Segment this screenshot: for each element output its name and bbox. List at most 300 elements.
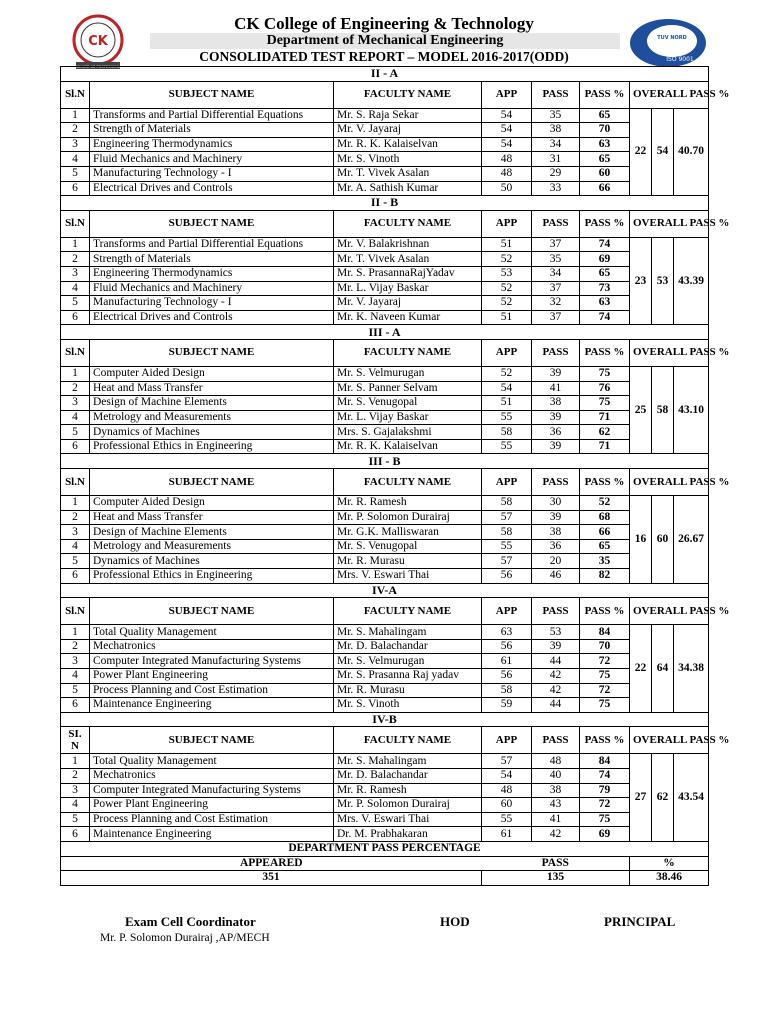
row-sl-no: 3 (61, 783, 90, 798)
row-app: 61 (482, 654, 532, 669)
table-row (61, 108, 709, 123)
row-sl-no: 4 (61, 152, 90, 167)
row-faculty: Mr. V. Jayaraj (334, 123, 482, 138)
overall-pass-pct: 26.67 (674, 496, 709, 584)
table-row (61, 768, 709, 783)
row-sl-no: 4 (61, 539, 90, 554)
table-row (61, 510, 709, 525)
row-pass: 42 (532, 669, 580, 684)
row-pass: 38 (532, 123, 580, 138)
row-subject: Heat and Mass Transfer (90, 510, 334, 525)
row-pass-pct: 84 (580, 625, 630, 640)
row-app: 51 (482, 237, 532, 252)
row-pass: 37 (532, 237, 580, 252)
section-name: IV-B (61, 712, 709, 727)
row-sl-no: 4 (61, 798, 90, 813)
table-row (61, 683, 709, 698)
row-faculty: Mr. S. Mahalingam (334, 754, 482, 769)
row-sl-no: 2 (61, 123, 90, 138)
header-app: APP (482, 727, 532, 754)
row-pass-pct: 65 (580, 266, 630, 281)
overall-pass-pct: 43.39 (674, 237, 709, 325)
table-row (61, 181, 709, 196)
row-pass-pct: 73 (580, 281, 630, 296)
row-sl-no: 4 (61, 410, 90, 425)
header-subject-name: SUBJECT NAME (90, 598, 334, 625)
row-pass: 33 (532, 181, 580, 196)
overall-pass-pct: 34.38 (674, 625, 709, 713)
row-pass: 34 (532, 137, 580, 152)
row-app: 60 (482, 798, 532, 813)
row-sl-no: 2 (61, 639, 90, 654)
row-pass: 37 (532, 281, 580, 296)
section-title-row (61, 454, 709, 469)
table-row (61, 396, 709, 411)
row-pass: 20 (532, 554, 580, 569)
header-overall-pass-pct: OVERALL PASS % (630, 339, 709, 366)
row-subject: Engineering Thermodynamics (90, 266, 334, 281)
row-subject: Electrical Drives and Controls (90, 310, 334, 325)
row-pass: 36 (532, 425, 580, 440)
row-faculty: Dr. M. Prabhakaran (334, 827, 482, 842)
header-faculty-name: FACULTY NAME (334, 339, 482, 366)
svg-text:ISO 9001: ISO 9001 (666, 56, 694, 63)
table-row (61, 152, 709, 167)
table-row (61, 525, 709, 540)
row-sl-no: 1 (61, 108, 90, 123)
row-pass-pct: 66 (580, 525, 630, 540)
row-app: 58 (482, 525, 532, 540)
row-pass-pct: 70 (580, 639, 630, 654)
header-faculty-name: FACULTY NAME (334, 598, 482, 625)
row-sl-no: 5 (61, 812, 90, 827)
row-subject: Fluid Mechanics and Machinery (90, 152, 334, 167)
header-pass: PASS (532, 469, 580, 496)
header-subject-name: SUBJECT NAME (90, 339, 334, 366)
header-sl-no: SI. N (61, 727, 90, 754)
row-faculty: Mr. S. Vinoth (334, 152, 482, 167)
row-faculty: Mr. S. Velmurugan (334, 366, 482, 381)
row-subject: Manufacturing Technology - I (90, 296, 334, 311)
header-pass: PASS (532, 210, 580, 237)
row-faculty: Mr. S. Venugopal (334, 539, 482, 554)
hod-label: HOD (440, 914, 470, 929)
row-sl-no: 2 (61, 768, 90, 783)
row-pass: 40 (532, 768, 580, 783)
coordinator-name: Mr. P. Solomon Durairaj ,AP/MECH (100, 932, 270, 944)
row-faculty: Mr. L. Vijay Baskar (334, 281, 482, 296)
section-title-row (61, 712, 709, 727)
row-sl-no: 5 (61, 683, 90, 698)
row-pass-pct: 82 (580, 569, 630, 584)
row-pass: 42 (532, 827, 580, 842)
table-row (61, 827, 709, 842)
row-pass-pct: 65 (580, 539, 630, 554)
row-pass-pct: 79 (580, 783, 630, 798)
overall-value-b: 62 (652, 754, 674, 842)
row-app: 52 (482, 366, 532, 381)
summary-pass-value: 135 (482, 871, 630, 886)
row-sl-no: 4 (61, 281, 90, 296)
table-row (61, 569, 709, 584)
row-subject: Total Quality Management (90, 625, 334, 640)
row-pass-pct: 75 (580, 669, 630, 684)
row-faculty: Mr. R. Ramesh (334, 496, 482, 511)
row-app: 54 (482, 108, 532, 123)
row-app: 55 (482, 539, 532, 554)
header-pass-pct: PASS % (580, 598, 630, 625)
row-pass: 42 (532, 683, 580, 698)
row-faculty: Mr. D. Balachandar (334, 768, 482, 783)
row-faculty: Mr. D. Balachandar (334, 639, 482, 654)
row-pass-pct: 71 (580, 439, 630, 454)
row-app: 52 (482, 252, 532, 267)
header-app: APP (482, 210, 532, 237)
row-app: 56 (482, 669, 532, 684)
row-pass: 44 (532, 654, 580, 669)
row-pass-pct: 65 (580, 152, 630, 167)
header-app: APP (482, 81, 532, 108)
column-header-row (61, 339, 709, 366)
overall-pass-pct: 40.70 (674, 108, 709, 196)
header-overall-pass-pct: OVERALL PASS % (630, 469, 709, 496)
row-subject: Power Plant Engineering (90, 798, 334, 813)
row-sl-no: 5 (61, 554, 90, 569)
header-subject-name: SUBJECT NAME (90, 727, 334, 754)
header-pass: PASS (532, 339, 580, 366)
row-sl-no: 5 (61, 296, 90, 311)
row-subject: Mechatronics (90, 639, 334, 654)
row-sl-no: 6 (61, 698, 90, 713)
row-faculty: Mr. S. Prasanna Raj yadav (334, 669, 482, 684)
row-pass-pct: 75 (580, 366, 630, 381)
row-faculty: Mr. S. Panner Selvam (334, 381, 482, 396)
table-row (61, 654, 709, 669)
header-sl-no: Sl.N (61, 339, 90, 366)
column-header-row (61, 469, 709, 496)
section-title-row (61, 67, 709, 82)
row-subject: Computer Aided Design (90, 366, 334, 381)
row-sl-no: 3 (61, 654, 90, 669)
row-subject: Total Quality Management (90, 754, 334, 769)
row-subject: Transforms and Partial Differential Equations (90, 237, 334, 252)
table-row (61, 123, 709, 138)
row-sl-no: 1 (61, 625, 90, 640)
row-pass: 32 (532, 296, 580, 311)
overall-value-a: 22 (630, 108, 652, 196)
row-subject: Process Planning and Cost Estimation (90, 683, 334, 698)
row-faculty: Mr. R. K. Kalaiselvan (334, 137, 482, 152)
header-app: APP (482, 598, 532, 625)
row-app: 56 (482, 639, 532, 654)
row-faculty: Mr. S. PrasannaRajYadav (334, 266, 482, 281)
row-app: 58 (482, 425, 532, 440)
row-subject: Strength of Materials (90, 123, 334, 138)
row-app: 58 (482, 496, 532, 511)
overall-value-b: 64 (652, 625, 674, 713)
row-sl-no: 6 (61, 310, 90, 325)
section-title-row (61, 196, 709, 211)
row-pass: 38 (532, 783, 580, 798)
column-header-row (61, 210, 709, 237)
row-app: 61 (482, 827, 532, 842)
overall-value-a: 27 (630, 754, 652, 842)
report-header (0, 0, 768, 69)
row-pass-pct: 69 (580, 827, 630, 842)
table-row (61, 812, 709, 827)
row-faculty: Mr. T. Vivek Asalan (334, 166, 482, 181)
header-overall-pass-pct: OVERALL PASS % (630, 210, 709, 237)
header-pass-pct: PASS % (580, 469, 630, 496)
column-header-row (61, 598, 709, 625)
row-pass-pct: 68 (580, 510, 630, 525)
section-name: III - A (61, 325, 709, 340)
row-pass-pct: 75 (580, 812, 630, 827)
header-faculty-name: FACULTY NAME (334, 727, 482, 754)
row-pass: 35 (532, 108, 580, 123)
header-sl-no: Sl.N (61, 210, 90, 237)
row-pass: 46 (532, 569, 580, 584)
header-faculty-name: FACULTY NAME (334, 81, 482, 108)
row-app: 63 (482, 625, 532, 640)
row-sl-no: 1 (61, 754, 90, 769)
overall-value-b: 54 (652, 108, 674, 196)
row-faculty: Mr. R. K. Kalaiselvan (334, 439, 482, 454)
row-pass: 48 (532, 754, 580, 769)
row-subject: Computer Integrated Manufacturing Systems (90, 654, 334, 669)
row-pass: 34 (532, 266, 580, 281)
row-pass-pct: 84 (580, 754, 630, 769)
row-sl-no: 1 (61, 237, 90, 252)
section-title-row (61, 583, 709, 598)
row-pass-pct: 72 (580, 683, 630, 698)
row-sl-no: 5 (61, 425, 90, 440)
row-pass-pct: 72 (580, 798, 630, 813)
row-app: 54 (482, 123, 532, 138)
row-pass-pct: 35 (580, 554, 630, 569)
row-pass: 29 (532, 166, 580, 181)
row-app: 55 (482, 812, 532, 827)
row-sl-no: 2 (61, 510, 90, 525)
header-app: APP (482, 339, 532, 366)
row-subject: Dynamics of Machines (90, 425, 334, 440)
row-pass-pct: 74 (580, 237, 630, 252)
row-pass: 37 (532, 310, 580, 325)
row-sl-no: 1 (61, 366, 90, 381)
row-subject: Maintenance Engineering (90, 827, 334, 842)
row-app: 51 (482, 396, 532, 411)
row-sl-no: 3 (61, 525, 90, 540)
row-subject: Computer Aided Design (90, 496, 334, 511)
row-pass-pct: 63 (580, 296, 630, 311)
summary-pct-value: 38.46 (630, 871, 709, 886)
row-app: 48 (482, 152, 532, 167)
table-row (61, 137, 709, 152)
summary-appeared-label: APPEARED (61, 856, 482, 871)
svg-text:TUV NORD: TUV NORD (657, 35, 687, 41)
header-sl-no: Sl.N (61, 598, 90, 625)
row-pass-pct: 74 (580, 768, 630, 783)
row-app: 52 (482, 296, 532, 311)
overall-value-b: 58 (652, 366, 674, 454)
table-row (61, 310, 709, 325)
row-faculty: Mr. P. Solomon Durairaj (334, 798, 482, 813)
college-name: CK College of Engineering & Technology (234, 14, 534, 33)
row-pass-pct: 66 (580, 181, 630, 196)
section-name: III - B (61, 454, 709, 469)
table-row (61, 554, 709, 569)
row-pass: 43 (532, 798, 580, 813)
svg-text:GRADUATE AS PROFESSIONALS: GRADUATE AS PROFESSIONALS (69, 65, 127, 69)
table-row (61, 496, 709, 511)
consolidated-report-table (60, 66, 730, 886)
row-pass-pct: 76 (580, 381, 630, 396)
row-faculty: Mr. S. Vinoth (334, 698, 482, 713)
overall-value-b: 60 (652, 496, 674, 584)
header-pass-pct: PASS % (580, 81, 630, 108)
row-faculty: Mr. R. Ramesh (334, 783, 482, 798)
row-app: 52 (482, 281, 532, 296)
row-app: 57 (482, 754, 532, 769)
table-row (61, 439, 709, 454)
table-row (61, 237, 709, 252)
row-app: 48 (482, 166, 532, 181)
header-pass: PASS (532, 727, 580, 754)
header-pass-pct: PASS % (580, 339, 630, 366)
row-pass-pct: 62 (580, 425, 630, 440)
row-pass: 39 (532, 510, 580, 525)
table-row (61, 783, 709, 798)
row-faculty: Mr. V. Jayaraj (334, 296, 482, 311)
row-app: 57 (482, 554, 532, 569)
table-row (61, 698, 709, 713)
row-sl-no: 3 (61, 266, 90, 281)
header-subject-name: SUBJECT NAME (90, 210, 334, 237)
header-overall-pass-pct: OVERALL PASS % (630, 598, 709, 625)
header-faculty-name: FACULTY NAME (334, 210, 482, 237)
header-pass-pct: PASS % (580, 727, 630, 754)
row-pass-pct: 75 (580, 396, 630, 411)
row-subject: Design of Machine Elements (90, 525, 334, 540)
row-faculty: Mrs. V. Eswari Thai (334, 812, 482, 827)
row-pass: 53 (532, 625, 580, 640)
table-row (61, 381, 709, 396)
row-pass-pct: 63 (580, 137, 630, 152)
table-row (61, 625, 709, 640)
row-faculty: Mr. T. Vivek Asalan (334, 252, 482, 267)
row-app: 56 (482, 569, 532, 584)
row-faculty: Mr. L. Vijay Baskar (334, 410, 482, 425)
row-subject: Manufacturing Technology - I (90, 166, 334, 181)
header-subject-name: SUBJECT NAME (90, 81, 334, 108)
row-subject: Dynamics of Machines (90, 554, 334, 569)
header-overall-pass-pct: OVERALL PASS % (630, 727, 709, 754)
row-faculty: Mr. K. Naveen Kumar (334, 310, 482, 325)
row-subject: Fluid Mechanics and Machinery (90, 281, 334, 296)
row-pass-pct: 65 (580, 108, 630, 123)
row-sl-no: 4 (61, 669, 90, 684)
table-row (61, 366, 709, 381)
header-subject-name: SUBJECT NAME (90, 469, 334, 496)
header-faculty-name: FACULTY NAME (334, 469, 482, 496)
row-app: 54 (482, 137, 532, 152)
row-pass: 39 (532, 366, 580, 381)
row-subject: Process Planning and Cost Estimation (90, 812, 334, 827)
row-subject: Electrical Drives and Controls (90, 181, 334, 196)
section-name: IV-A (61, 583, 709, 598)
row-faculty: Mr. R. Murasu (334, 554, 482, 569)
row-sl-no: 3 (61, 137, 90, 152)
row-app: 51 (482, 310, 532, 325)
row-app: 57 (482, 510, 532, 525)
row-app: 54 (482, 768, 532, 783)
row-subject: Design of Machine Elements (90, 396, 334, 411)
row-faculty: Mr. S. Venugopal (334, 396, 482, 411)
row-faculty: Mr. P. Solomon Durairaj (334, 510, 482, 525)
row-subject: Strength of Materials (90, 252, 334, 267)
header-overall-pass-pct: OVERALL PASS % (630, 81, 709, 108)
row-faculty: Mrs. S. Gajalakshmi (334, 425, 482, 440)
row-subject: Power Plant Engineering (90, 669, 334, 684)
row-subject: Metrology and Measurements (90, 410, 334, 425)
row-sl-no: 6 (61, 439, 90, 454)
row-app: 55 (482, 439, 532, 454)
overall-value-a: 25 (630, 366, 652, 454)
row-subject: Transforms and Partial Differential Equations (90, 108, 334, 123)
header-pass: PASS (532, 81, 580, 108)
row-faculty: Mrs. V. Eswari Thai (334, 569, 482, 584)
row-faculty: Mr. R. Murasu (334, 683, 482, 698)
summary-title-row (61, 841, 709, 856)
row-subject: Computer Integrated Manufacturing Systems (90, 783, 334, 798)
report-title: CONSOLIDATED TEST REPORT – MODEL 2016-2017(ODD) (199, 49, 569, 64)
row-pass: 36 (532, 539, 580, 554)
header-sl-no: Sl.N (61, 81, 90, 108)
row-subject: Metrology and Measurements (90, 539, 334, 554)
row-app: 53 (482, 266, 532, 281)
header-pass: PASS (532, 598, 580, 625)
row-pass-pct: 71 (580, 410, 630, 425)
table-row (61, 754, 709, 769)
row-faculty: Mr. V. Balakrishnan (334, 237, 482, 252)
overall-value-a: 16 (630, 496, 652, 584)
row-faculty: Mr. S. Mahalingam (334, 625, 482, 640)
table-row (61, 296, 709, 311)
row-subject: Professional Ethics in Engineering (90, 439, 334, 454)
overall-pass-pct: 43.10 (674, 366, 709, 454)
row-faculty: Mr. G.K. Malliswaran (334, 525, 482, 540)
table-row (61, 266, 709, 281)
row-pass: 41 (532, 381, 580, 396)
table-row (61, 798, 709, 813)
overall-value-b: 53 (652, 237, 674, 325)
row-app: 55 (482, 410, 532, 425)
summary-pass-label: PASS (482, 856, 630, 871)
row-pass: 35 (532, 252, 580, 267)
row-faculty: Mr. S. Raja Sekar (334, 108, 482, 123)
row-pass: 38 (532, 525, 580, 540)
row-sl-no: 6 (61, 827, 90, 842)
table-row (61, 281, 709, 296)
column-header-row (61, 727, 709, 754)
summary-appeared-value: 351 (61, 871, 482, 886)
row-pass: 39 (532, 410, 580, 425)
row-pass: 41 (532, 812, 580, 827)
row-sl-no: 6 (61, 181, 90, 196)
row-subject: Professional Ethics in Engineering (90, 569, 334, 584)
summary-header-row (61, 856, 709, 871)
row-pass-pct: 75 (580, 698, 630, 713)
